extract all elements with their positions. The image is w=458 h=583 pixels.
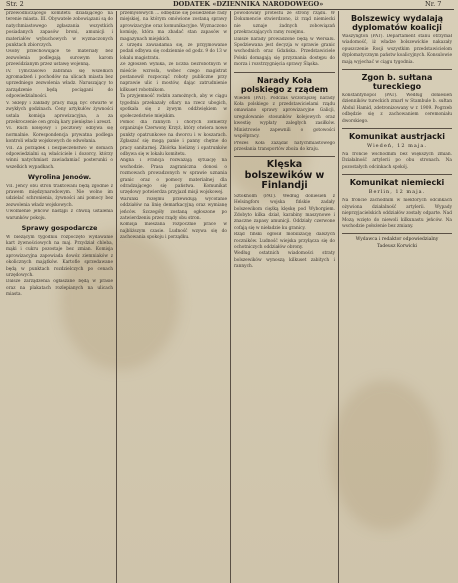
article-headline: Zgon b. sułtana tureckiego	[361, 73, 433, 92]
article-divider	[234, 72, 335, 73]
article-paragraph: Ze zgłoszeń wynika, że liczba bezrobotnych w mieście wzrosła, wobec czego magistrat postanowił rozpocząć roboty publiczne przy naprawie ulic i mostów, dając zatrudnienie kilkuset robotnikom.	[120, 62, 227, 93]
article-paragraph: Prezes Koła zażądał natychmiastowego przesłania transportów zboża do kraju.	[234, 140, 335, 152]
article-divider	[342, 69, 452, 70]
article-paragraph: Na froncie zachodnim w niektórych odcinkach ożywiona działalność artylerii. Wypady nieprzyjacielskich oddziałów zostały odparte. Nad Mozą wzięto do niewoli kilkunastu jeńców. Na wschodzie położenie bez zmiany.	[342, 198, 452, 229]
article-paragraph: VII. Za porządek i bezpieczeństwo w domach odpowiedzialni są właściciele i dozorcy, którzy winni natychmiast zawiadamiać posterunki o wszelkich wypadkach.	[6, 145, 113, 170]
article-headline: Narady Koła polskiego z rządem	[240, 75, 329, 94]
article-paragraph: przewodniczącego komitetu działającego na terenie miasta. III. Obywatele zobowiązani są do natychmiastowego zgłaszania wszystkich posiadanych zapasów broni, amunicji i materiałów wybuchowych w wyznaczonych punktach zbiorczych.	[6, 11, 113, 49]
article-paragraph: Według ostatnich wiadomości straty bolszewików wynoszą kilkuset zabitych i rannych.	[234, 251, 335, 270]
article-paragraph: Pomoc dla rannych i chorych żołnierzy organizuje Czerwony Krzyż, który otwiera nowe punkty opatrunkowe na dworcu i w koszarach. Zgłaszać się mogą panie i panny chętne do pracy sanitarnej. Zbiórka bielizny i opatrunków odbywa się w lokalu komitetu.	[120, 119, 227, 157]
article-paragraph: Na froncie wschodnim bez większych zmian. Działalność artylerii po obu stronach. Na pozostałych odcinkach spokój.	[342, 152, 452, 170]
article-paragraph: przemysłowych ... odbędzie się posiedzenie rady miejskiej, na którym omówione zostaną sprawy aprowizacyjne oraz komunikacyjne. Wyznaczono komisję, która ma zbadać stan zapasów w magazynach miejskich.	[120, 11, 227, 42]
article-paragraph: Konstantynopol (PAT). Według doniesień dzienników tureckich zmarł w Stambule b. sułtan Abdul Hamid, zdetronizowany w r. 1909. Pogrzeb odbędzie się z zachowaniem ceremoniału dworskiego.	[342, 93, 452, 124]
column-1	[6, 11, 113, 581]
section-heading: Sprawy gospodarcze	[21, 224, 98, 233]
article-paragraph: Ta przyjemność rodzin zamożnych, aby w ciągu tygodnia przekazały ofiary na rzecz ubogich, spotkała się z żywym oddźwiękiem w społeczeństwie miejskim.	[120, 94, 227, 119]
publisher-line: Wydawca i redaktor odpowiedzialny	[355, 237, 439, 243]
column-divider	[338, 11, 339, 583]
article-headline: Komunikat austrjacki	[349, 132, 445, 142]
article-divider	[234, 156, 335, 157]
article-divider	[342, 233, 452, 234]
column-2	[120, 11, 227, 581]
article-paragraph: Komisja mieszana rozpocznie prace w najbliższym czasie. Ludność wzywa się do zachowania spokoju i porządku.	[120, 222, 227, 241]
article-paragraph: Warunki rozejmu przewidują wycofanie oddziałów na linię demarkacyjną oraz wymianę jeńców. Szczegóły zostaną ogłoszone po zatwierdzeniu przez rządy obu stron.	[120, 196, 227, 221]
article-paragraph: W bieżącym tygodniu rozpoczęto wydawanie kart żywnościowych na maj. Przydział chleba, mąki i cukru pozostaje bez zmian. Komisja aprowizacyjna zapowiada dowóz ziemniaków z okolicznych majątków. Kartofle sprzedawane będą w punktach rozdzielczych po cenach urzędowych.	[6, 234, 113, 279]
article-paragraph: powodowały protestu ze strony rządu. W Dokumencie stwierdzono, iż rząd niemiecki nie uznaje żadnych zobowiązań przekraczających ramy rozejmu.	[234, 11, 335, 36]
article-headline: Komunikat niemiecki	[349, 178, 445, 188]
article-paragraph: IV. Tymczasowo zabrania się wszelkich zgromadzeń i pochodów na ulicach miasta bez uprzedniego zezwolenia władz. Naruszający to zarządzenie będą pociągani do odpowiedzialności.	[6, 68, 113, 100]
article-paragraph: VII. Jeńcy obu stron traktowani będą zgodnie z prawem międzynarodowym. Nie wolno im udzielać schronienia, żywności ani pomocy bez zezwolenia władz wojskowych.	[6, 183, 113, 208]
page-title: DODATEK «DZIENNIKA NARODOWEGO»	[173, 0, 324, 8]
article-paragraph: Waszyngton (PAT). Departament stanu otrzymał wiadomość, iż władze bolszewickie nakazały opuszczenie Rosji wszystkim przedstawicielom dyplomatycznym państw koalicyjnych. Konsulowie mają wyjechać w ciągu tygodnia.	[342, 34, 452, 65]
header-rule	[4, 9, 454, 10]
issue-number: Nr. 7	[425, 0, 442, 8]
article-paragraph: Dalsze narady prowadzone będą w Wersalu. Spodziewana jest decyzja w sprawie granic wschodnich oraz Gdańska. Przedstawiciele Polski domagają się przyznania dostępu do morza i rozstrzygnięcia sprawy Śląska.	[234, 36, 335, 68]
page-number: Str. 2	[6, 0, 24, 8]
article-paragraph: Rząd fiński ogłosił mobilizację dalszych roczników. Ludność wiejska przyłącza się do ochotniczych oddziałów obrony.	[234, 232, 335, 251]
dateline: Wiedeń, 12 maja.	[367, 143, 427, 150]
article-paragraph: V. Sklepy i zakłady pracy mają być otwarte w zwykłych godzinach. Ceny artykułów żywności ustala komisja aprowizacyjna, a za przekroczenie cen grożą kary pieniężne i areszt.	[6, 100, 113, 125]
article-paragraph: Anglia i Francja rozważają sytuację na wschodzie. Prasa zagraniczna donosi o rozmowach prowadzonych w sprawie uznania granic oraz o pomocy materialnej dla odradzającego się państwa. Komunikat urzędowy potwierdza przyjazd misji wojskowej.	[120, 158, 227, 196]
article-divider	[342, 174, 452, 175]
article-paragraph: Dalsze zarządzenia ogłaszane będą w prasie oraz na plakatach rozlepianych na ulicach miasta.	[6, 279, 113, 298]
section-heading: Wyrolina Jenoów.	[27, 173, 92, 182]
article-headline: Klęska bolszewików w Finlandji	[244, 159, 325, 192]
article-paragraph: Uwolnienie jeńców nastąpi z chwilą ustalenia warunków pokoju.	[6, 209, 113, 221]
editor-name: Tadeusz Korwicki	[377, 243, 417, 249]
article-paragraph: Z urzędu zawiadamia się, że przyjmowanie podań odbywa się codziennie od godz. 9 do 13 w lokalu magistratu.	[120, 43, 227, 61]
dateline: Berlin, 12 maja.	[368, 189, 426, 196]
column-3	[234, 11, 335, 581]
article-headline: Bolszewicy wydalają dyplomatów koalicji	[350, 14, 444, 32]
article-paragraph: Osoby przechowujące te materiały bez zezwolenia podlegają surowym karom przewidzianym przez ustawę wojenną.	[6, 49, 113, 68]
column-divider	[230, 11, 231, 583]
article-paragraph: Sztokholm (PAT). Według doniesień z Helsingfors wojska fińskie zadały bolszewikom ciężką klęskę pod Wyborgiem. Zdobyto kilka dział, karabiny maszynowe i znaczne zapasy amunicji. Oddziały czerwone cofają się w nieładzie ku granicy.	[234, 193, 335, 231]
article-paragraph: Wiedeń (PAT). Podczas wczorajszej narady Koła polskiego z przedstawicielami rządu omawiano sprawy aprowizacyjne Galicji, uregulowanie stosunków kolejowych oraz kwestię wypłaty zaległych zasiłków. Ministrowie zapewnili o gotowości współpracy.	[234, 95, 335, 140]
article-paragraph: VI. Ruch kolejowy i pocztowy odbywa się normalnie. Korespondencja prywatna podlega kontroli władz wojskowych do odwołania.	[6, 126, 113, 145]
column-4	[342, 11, 452, 581]
article-divider	[342, 128, 452, 129]
column-divider	[116, 11, 117, 583]
page-header	[0, 0, 458, 9]
